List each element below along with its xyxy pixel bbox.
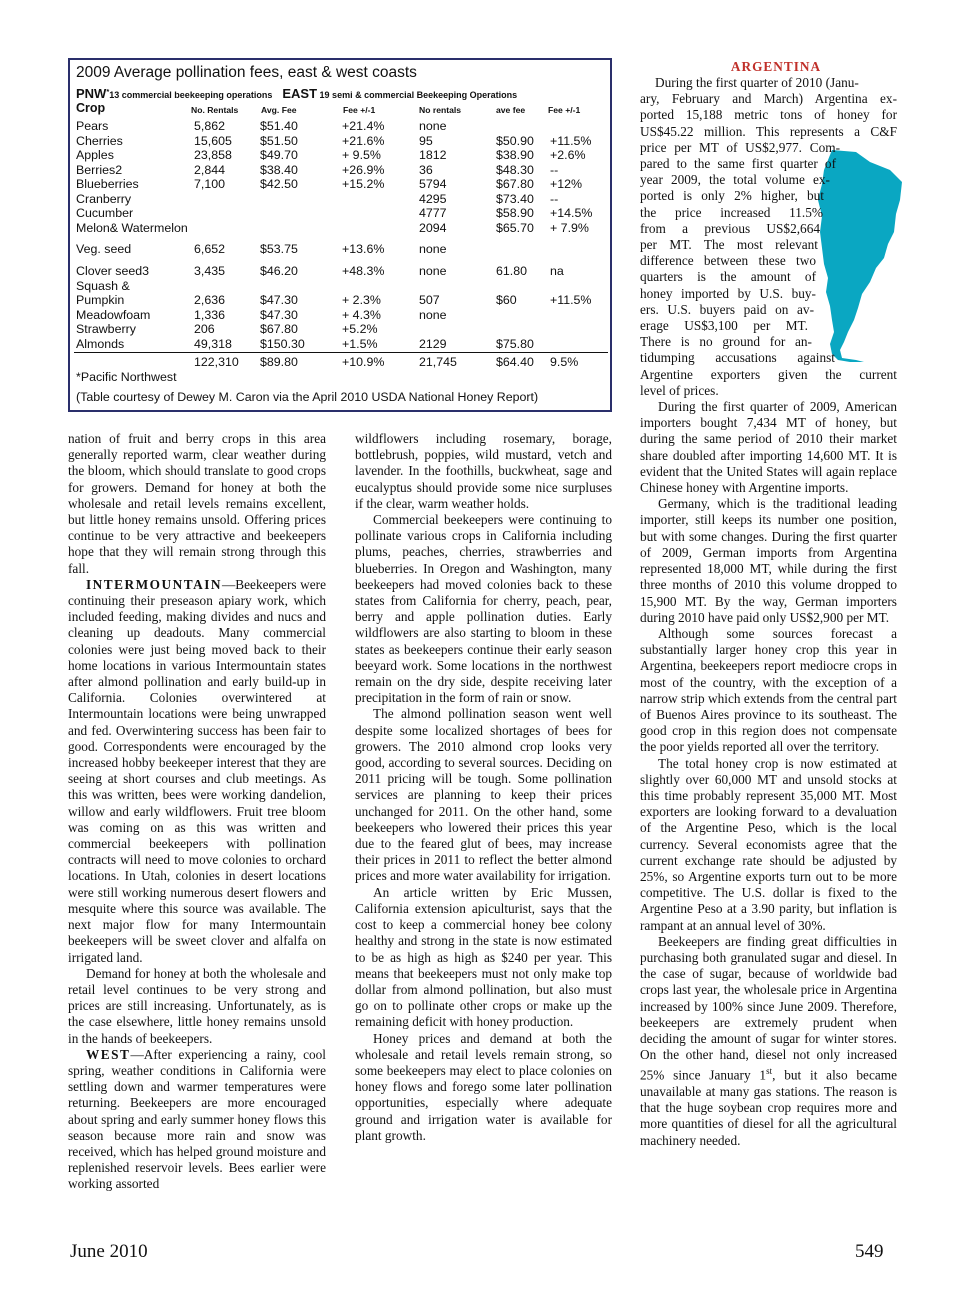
col3-line: ported is only 2% higher, but — [640, 188, 824, 204]
pnw-marker: * — [106, 87, 110, 96]
col3-line: honey imported by U.S. buy- — [640, 285, 816, 301]
col3-paragraph-6 — [640, 934, 897, 1149]
table-row — [76, 293, 606, 308]
cell-east-fee: $65.70 — [496, 220, 534, 235]
header-east-fee: ave fee — [496, 105, 526, 115]
cell-crop: Almonds — [76, 336, 125, 351]
cell-east-rentals: none — [419, 119, 447, 133]
table-row — [76, 119, 606, 134]
cell-east-rentals: 4295 — [419, 191, 447, 206]
col1-paragraph-2-text: —Beekeepers were continuing their preseason apiary work, which included feeding, making divides and nucs and cleaning up deadouts. Many commercial colonies were just being moved back to their home locations in various Intermountain states after almond pollination and early build-up in California. Colonies overwintered at Intermountain locations were being unwrapped and fed. Overwintering success has been fair to good. Correspondents were encouraged by the increased hobby beekeeper interest that they are seeing at short courses and club meetings. As this was written, bees were working dandelion, willow and early wildflowers. Fruit tree bloom was coming on as this was written and commercial beekeepers with pollination contracts will need to move colonies to orchard locations. In Utah, colonies in desert locations were still working numerous desert flowers and mesquite where this source was available. The next major flow for many Intermountain beekeepers will be sweet clover and alfalfa on irrigated land. — [68, 576, 326, 965]
cell-pnw-change: + 9.5% — [342, 148, 381, 162]
cell-pnw-rentals: 15,605 — [194, 133, 232, 148]
cell-east-fee: $75.80 — [496, 336, 534, 351]
col2-paragraph-2: Commercial beekeepers were continuing to pollinate various crops in California including plums, peaches, cherries, strawberries and blueberries. In Oregon and Washington, many beekeepers had moved colonies back to these states from California for cherry, peach, pear, berry and apple pollination duties. Early wildflowers are also starting to bloom in these states as beekeepers continue their early season beeyard work. Some locations in the northwest remain on the dry side, despite receiving later precipitation in the form of rain or snow. — [355, 512, 612, 706]
pnw-label: PNW — [76, 86, 107, 101]
cell-pnw-change: +26.9% — [342, 162, 385, 177]
cell-east-fee: $48.30 — [496, 162, 534, 177]
cell-crop: Veg. seed — [76, 242, 132, 256]
pnw-subtitle: 13 commercial beekeeping operations — [109, 90, 273, 100]
table-row — [76, 308, 606, 323]
cell-east-rentals: 2094 — [419, 220, 447, 235]
col3-line: year 2009, the total volume ex- — [640, 172, 830, 188]
table-header-row — [76, 102, 606, 118]
cell-crop: Cucumber — [76, 206, 134, 220]
cell-pnw-fee: $53.75 — [260, 242, 298, 256]
cell-east-fee: $58.90 — [496, 206, 534, 220]
col1-paragraph-2 — [68, 577, 326, 966]
col3-line: US$45.22 million. This represents a C&F — [640, 123, 897, 139]
cell-east-change: na — [550, 264, 564, 278]
col3-line: ported 15,188 metric tons of honey for — [640, 107, 897, 123]
col1-paragraph-3: Demand for honey at both the wholesale and retail level continues to be very strong and prices are still increasing. Unfortunately, as is the case elsewhere, little honey remains unsold in the hands of beekeepers. — [68, 965, 326, 1046]
cell-east-rentals: 21,745 — [419, 355, 457, 369]
cell-east-rentals: 36 — [419, 162, 433, 177]
cell-pnw-fee: $150.30 — [260, 336, 305, 351]
cell-crop: Clover seed3 — [76, 264, 150, 278]
table-rule — [74, 352, 608, 353]
table-footnote: *Pacific Northwest — [76, 370, 177, 384]
col1-paragraph-4-text: —After experiencing a rainy, cool spring, weather conditions in California were settling down and warmer temperatures were returning. Beekeepers are more encouraged about spring and early summer honey flows this season because more rain and snow was received, which has helped ground moisture and replenished reservoir levels. Bees earlier were working assorted — [68, 1046, 326, 1192]
table-row — [76, 134, 606, 149]
col3-paragraph-6-text-a: Beekeepers are finding great difficulties in purchasing both granulated sugar and diesel. In the case of sugar, because of worldwide bad crops last year, the wholesale price in Argentina increased by 100% since June 2009. Therefore, beekeepers are extremely prudent when deciding the amount of sugar for winter stores. On the other hand, diesel not only increased 25% since January 1 — [640, 933, 897, 1083]
table-row — [76, 264, 606, 279]
col3-line: During the first quarter of 2010 (Janu- — [655, 75, 859, 90]
col3-line: price per MT of US$2,977. Com- — [640, 139, 840, 155]
col1-paragraph-4 — [68, 1047, 326, 1193]
cell-pnw-fee: $51.50 — [260, 133, 298, 148]
col3-line: per MT. The most relevant — [640, 237, 818, 253]
cell-crop: Pumpkin — [76, 293, 125, 307]
header-pnw-change: Fee +/-1 — [343, 105, 376, 115]
col3-paragraph-3: Germany, which is the traditional leading importer, still keeps its number one position, but with some changes. During the first quarter of 2009, German imports from Argentina represented 18,000 MT, while during the first three months of 2010 this volume dropped to 15,900 MT. By the way, German importers during 2010 have paid only US$2,900 per MT. — [640, 496, 897, 625]
east-subtitle: 19 semi & commercial Beekeeping Operations — [319, 90, 518, 100]
cell-pnw-rentals: 122,310 — [194, 355, 239, 369]
cell-pnw-rentals: 2,636 — [194, 293, 226, 307]
col1-paragraph-1: nation of fruit and berry crops in this area generally reported warm, clear weather during the bloom, which should translate to good crops for growers. Demand for honey at both the wholesale and retail levels remains excellent, but little honey remains unsold. Offering prices continue to be very attractive and beekeepers hope that they will remain strong through this fall. — [68, 431, 326, 576]
cell-east-fee: $60 — [496, 293, 517, 307]
col3-line: difference between these two — [640, 253, 816, 269]
cell-east-change: +11.5% — [550, 133, 592, 148]
cell-pnw-fee: $51.40 — [260, 119, 298, 133]
east-label: EAST — [282, 86, 318, 101]
cell-east-change: -- — [550, 191, 559, 206]
col3-line: ary, February and March) Argentina ex- — [640, 91, 897, 107]
cell-east-rentals: none — [419, 264, 447, 278]
cell-pnw-fee: $46.20 — [260, 264, 298, 278]
cell-pnw-change: + 2.3% — [342, 293, 381, 307]
cell-crop: Berries2 — [76, 162, 123, 177]
cell-pnw-rentals: 7,100 — [194, 177, 226, 191]
region-heading-intermountain: INTERMOUNTAIN — [86, 576, 222, 592]
cell-crop: Pears — [76, 119, 109, 133]
cell-east-change: +2.6% — [550, 148, 586, 162]
footer-date: June 2010 — [70, 1241, 148, 1262]
cell-east-rentals: none — [419, 307, 447, 322]
cell-east-change: +12% — [550, 177, 583, 191]
table-row — [76, 206, 606, 221]
cell-pnw-change: +13.6% — [342, 242, 385, 256]
header-pnw-rentals: No. Rentals — [191, 105, 239, 115]
table-subheader — [76, 86, 517, 101]
cell-east-fee: $64.40 — [496, 355, 534, 369]
cell-pnw-change: +15.2% — [342, 177, 385, 191]
cell-east-rentals: 5794 — [419, 177, 447, 191]
table-row — [76, 322, 606, 337]
cell-east-rentals: 507 — [419, 293, 440, 307]
col3-paragraph-1 — [640, 75, 897, 399]
col3-line: Argentine exporters given the current — [640, 366, 897, 382]
table-row — [76, 242, 606, 257]
cell-east-fee: $73.40 — [496, 191, 534, 206]
cell-east-fee: 61.80 — [496, 264, 528, 278]
table-row — [76, 355, 606, 370]
cell-pnw-fee: $47.30 — [260, 307, 298, 322]
cell-east-rentals: none — [419, 242, 447, 256]
cell-pnw-fee: $38.40 — [260, 162, 298, 177]
page-number: 549 — [855, 1241, 884, 1262]
table-row — [76, 177, 606, 192]
pollination-fees-table — [68, 58, 612, 412]
cell-crop: Strawberry — [76, 322, 136, 336]
cell-pnw-change: + 4.3% — [342, 307, 381, 322]
cell-east-rentals: 4777 — [419, 206, 447, 220]
section-heading-argentina: ARGENTINA — [730, 59, 822, 74]
cell-pnw-fee: $67.80 — [260, 322, 298, 336]
table-title: 2009 Average pollination fees, east & west coasts — [76, 64, 417, 81]
cell-pnw-rentals: 2,844 — [194, 162, 226, 177]
cell-crop: Cranberry — [76, 191, 132, 206]
col3-paragraph-6-text-b: , but it also became unavailable at many gas stations. The reason is that the huge soybean crop requires more and more quantities of diesel for all the agricultural machinery needed. — [640, 1067, 897, 1148]
cell-pnw-change: +21.6% — [342, 133, 385, 148]
cell-pnw-rentals: 6,652 — [194, 242, 226, 256]
table-row — [76, 163, 606, 178]
cell-east-rentals: 1812 — [419, 148, 447, 162]
col3-paragraph-2: During the first quarter of 2009, American importers bought 7,434 MT of honey, but during the same period of 2010 their market share doubled after importing 14,600 MT. It is evident that the United States will again replace Chinese honey with Argentine imports. — [640, 399, 897, 496]
column-2 — [355, 431, 612, 1144]
column-1 — [68, 431, 326, 1193]
column-3 — [640, 75, 897, 1149]
cell-pnw-rentals: 23,858 — [194, 148, 232, 162]
col3-paragraph-4: Although some sources forecast a substantially larger honey crop this year in Argentina, beekeepers report mediocre crops in most of the country, with the exception of a narrow strip which extends from the central part of Buenos Aires province to its southeast. The good crop in this region does not compensate the poor yields reported all over the territory. — [640, 625, 897, 755]
col3-line: There is no ground for an- — [640, 334, 812, 350]
cell-east-change: +14.5% — [550, 206, 593, 220]
cell-pnw-change: +10.9% — [342, 355, 385, 369]
col3-line: pared to the same first quarter of — [640, 156, 836, 172]
col3-line: the price increased 11.5% — [640, 204, 823, 220]
cell-east-change: -- — [550, 162, 559, 177]
cell-east-rentals: 95 — [419, 133, 433, 148]
cell-pnw-fee: $49.70 — [260, 148, 298, 162]
table-row — [76, 221, 606, 236]
table-row — [76, 148, 606, 163]
col3-line: from a previous US$2,664 — [640, 220, 820, 236]
col2-paragraph-5: Honey prices and demand at both the wholesale and retail levels remain strong, so some beekeepers may elect to place colonies on honey flows and forego some later pollination opportunities, especially where adequate ground and irrigation water is available for plant growth. — [355, 1030, 612, 1143]
header-pnw-fee: Avg. Fee — [261, 105, 297, 115]
region-heading-west: WEST — [86, 1046, 131, 1062]
col3-paragraph-5: The total honey crop is now estimated at slightly over 60,000 MT and unsold stocks at this time probably represent 35,000 MT. Most exporters are looking forward to a devaluation of the Argentine Peso, which is the local currency. Several economists agree that the current exchange rate should be adjusted by 25%, so Argentine exports turn out to be more competitive. The U.S. dollar is fixed to the Argentine Peso at a 3.90 parity, but inflation is rampant at an annual level of 30%. — [640, 755, 897, 933]
table-row — [76, 337, 606, 352]
table-row — [76, 192, 606, 207]
cell-east-rentals: 2129 — [419, 336, 447, 351]
col2-paragraph-1: wildflowers including rosemary, borage, bottlebrush, poppies, wild mustard, vetch and lavender. In the foothills, buckwheat, sage and eucalyptus should provide some nice surpluses if the clear, warm weather holds. — [355, 431, 612, 511]
cell-east-change: 9.5% — [550, 355, 579, 369]
cell-pnw-change: +5.2% — [342, 322, 378, 336]
cell-east-fee: $50.90 — [496, 133, 534, 148]
cell-east-change: + 7.9% — [550, 220, 589, 235]
col2-paragraph-3: The almond pollination season went well despite some localized shortages of bees for growers. The 2010 almond crop looks very good, according to several sources. Deciding on 2011 pricing will be tough. Some pollination services are planning to keep their prices unchanged for 2011. On the other hand, some beekeepers who lowered their prices this year due to the feared glut of bees, may increase their prices in 2011 to reflect the better almond prices and more water availability for irrigation. — [355, 706, 612, 884]
cell-crop: Melon& Watermelon — [76, 220, 188, 235]
cell-crop: Cherries — [76, 133, 123, 148]
cell-east-fee: $38.90 — [496, 148, 534, 162]
cell-pnw-change: +48.3% — [342, 264, 385, 278]
cell-pnw-rentals: 5,862 — [194, 119, 226, 133]
header-east-change: Fee +/-1 — [548, 105, 581, 115]
cell-pnw-change: +21.4% — [342, 119, 385, 133]
cell-crop: Apples — [76, 148, 114, 162]
cell-pnw-rentals: 1,336 — [194, 307, 226, 322]
cell-pnw-fee: $47.30 — [260, 293, 298, 307]
cell-pnw-rentals: 49,318 — [194, 336, 232, 351]
cell-pnw-fee: $42.50 — [260, 177, 298, 191]
header-crop: Crop — [76, 101, 106, 115]
cell-pnw-rentals: 3,435 — [194, 264, 226, 278]
col3-line: ers. U.S. buyers paid on av- — [640, 301, 814, 317]
table-credit: (Table courtesy of Dewey M. Caron via the April 2010 USDA National Honey Report) — [76, 390, 539, 404]
col2-paragraph-4: An article written by Eric Mussen, California extension apiculturist, says that the cost to keep a commercial honey bee colony healthy and strong in the state is now estimated to be as high as high as $240 per year. This means that beekeepers must not only make top dollar from almond pollination, but also must go on to pollinate other crops or make up the remaining deficit with honey production. — [355, 884, 612, 1030]
col3-line: tidumping accusations against — [640, 350, 835, 366]
col3-line: level of prices. — [640, 382, 719, 398]
cell-east-fee: $67.80 — [496, 177, 534, 191]
col3-line: quarters is the amount of — [640, 269, 816, 285]
cell-crop: Squash & — [76, 278, 130, 293]
cell-pnw-fee: $89.80 — [260, 355, 298, 369]
header-east-rentals: No rentals — [419, 105, 462, 115]
cell-crop: Blueberries — [76, 177, 139, 191]
table-row — [76, 279, 606, 294]
cell-pnw-rentals: 206 — [194, 322, 215, 336]
cell-pnw-change: +1.5% — [342, 336, 378, 351]
col3-line: erage US$3,100 per MT. — [640, 318, 808, 334]
cell-crop: Meadowfoam — [76, 307, 151, 322]
ordinal-superscript: st — [766, 1066, 773, 1077]
cell-east-change: +11.5% — [550, 293, 592, 307]
